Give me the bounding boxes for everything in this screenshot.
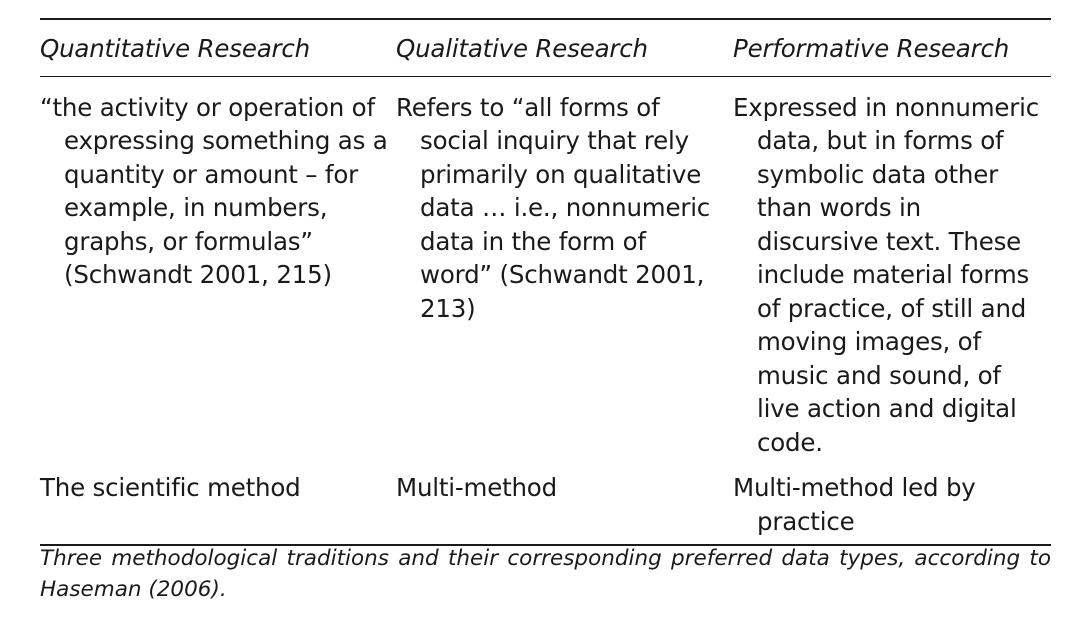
table-body [40, 76, 1051, 545]
table-caption: Three methodological traditions and their corresponding preferred data types, according to Haseman (2006). [40, 546, 1051, 602]
table-row [40, 459, 1051, 545]
cell-text: Refers to “all forms of social inquiry that rely primarily on qualitative data … i.e., nonnumeric data in the form of word” (Schwandt 2001, 213) [396, 92, 711, 323]
header-qualitative: Qualitative Research [396, 34, 648, 63]
cell-performative-method [733, 459, 1051, 545]
cell-text: “the activity or operation of expressing something as a quantity or amount – for example, in numbers, graphs, or formulas” (Schwandt 2001, 215) [40, 92, 388, 289]
cell-text: Expressed in nonnumeric data, but in forms of symbolic data other than words in discursive text. These include material forms of practice, of still and moving images, of music and sound, of live action and digital code. [733, 92, 1039, 457]
data-table [40, 18, 1051, 546]
cell-text: The scientific method [40, 473, 301, 502]
cell-quantitative-method [40, 459, 396, 545]
methodology-table [40, 18, 1051, 546]
header-row [40, 19, 1051, 76]
table-row [40, 76, 1051, 459]
cell-qualitative-method [396, 459, 733, 545]
header-quantitative: Quantitative Research [40, 34, 310, 63]
cell-quantitative-definition [40, 76, 396, 459]
cell-qualitative-definition [396, 76, 733, 459]
cell-performative-definition [733, 76, 1051, 459]
table-header [40, 19, 1051, 76]
cell-text: Multi-method [396, 473, 557, 502]
cell-text: Multi-method led by practice [733, 473, 976, 536]
header-performative: Performative Research [733, 34, 1010, 63]
